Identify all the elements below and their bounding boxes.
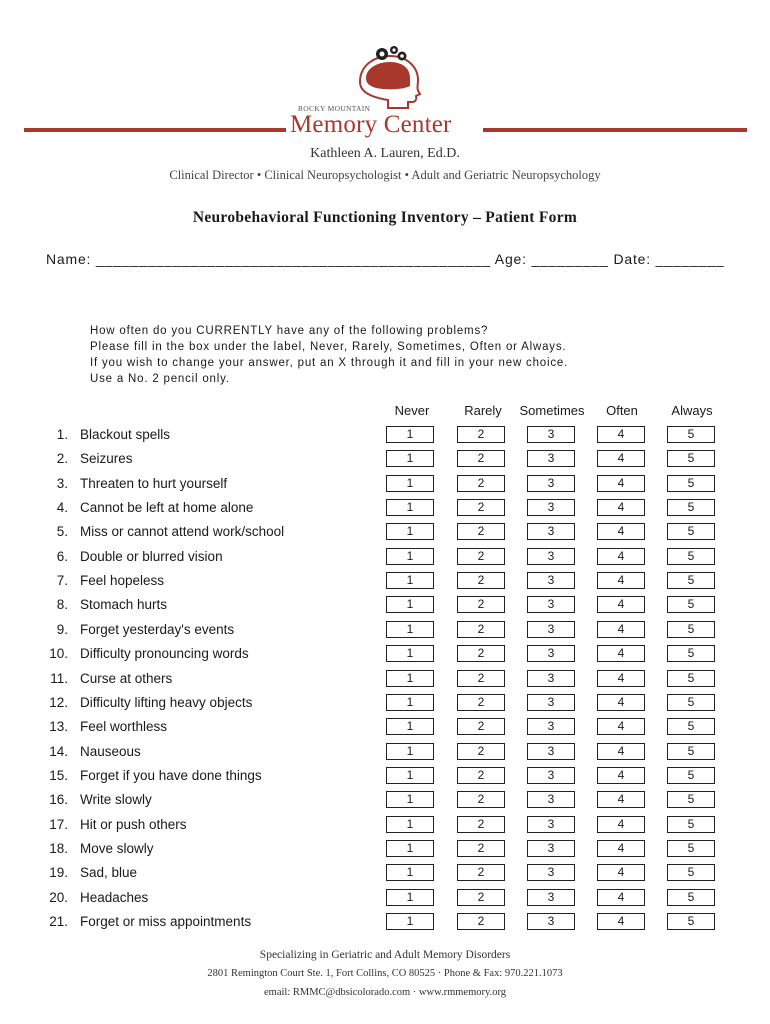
response-box-2[interactable]: 2 — [457, 913, 505, 930]
response-box-5[interactable]: 5 — [667, 548, 715, 565]
response-box-4[interactable]: 4 — [597, 816, 645, 833]
memory-center-logo — [290, 42, 480, 140]
scale-label-often: Often — [606, 403, 638, 418]
item-number: 11. — [50, 671, 68, 686]
scale-label-rarely: Rarely — [464, 403, 502, 418]
response-box-3[interactable]: 3 — [527, 499, 575, 516]
item-text: Nauseous — [80, 744, 141, 759]
response-box-4[interactable]: 4 — [597, 523, 645, 540]
item-number: 18. — [49, 841, 68, 856]
logo-small-text: ROCKY MOUNTAIN — [298, 104, 371, 113]
footer-tagline: Specializing in Geriatric and Adult Memory Disorders — [259, 949, 511, 961]
response-box-2[interactable]: 2 — [457, 596, 505, 613]
item-text: Difficulty pronouncing words — [80, 646, 249, 661]
instruction-line: How often do you CURRENTLY have any of the following problems? — [90, 325, 489, 337]
response-box-3[interactable]: 3 — [527, 718, 575, 735]
response-box-3[interactable]: 3 — [527, 426, 575, 443]
scale-label-always: Always — [671, 403, 713, 418]
item-text: Cannot be left at home alone — [80, 500, 254, 515]
response-box-4[interactable]: 4 — [597, 840, 645, 857]
response-box-4[interactable]: 4 — [597, 426, 645, 443]
header-rule-left — [24, 128, 286, 132]
response-box-2[interactable]: 2 — [457, 523, 505, 540]
response-box-2[interactable]: 2 — [457, 791, 505, 808]
item-number: 14. — [49, 744, 68, 759]
response-box-1[interactable]: 1 — [386, 694, 434, 711]
response-box-2[interactable]: 2 — [457, 743, 505, 760]
response-box-2[interactable]: 2 — [457, 499, 505, 516]
response-box-3[interactable]: 3 — [527, 548, 575, 565]
response-box-1[interactable]: 1 — [386, 718, 434, 735]
instruction-line: Please fill in the box under the label, Never, Rarely, Sometimes, Often or Always. — [90, 341, 567, 353]
response-box-2[interactable]: 2 — [457, 670, 505, 687]
response-box-3[interactable]: 3 — [527, 670, 575, 687]
response-box-1[interactable]: 1 — [386, 791, 434, 808]
response-box-5[interactable]: 5 — [667, 475, 715, 492]
response-box-5[interactable]: 5 — [667, 767, 715, 784]
response-box-4[interactable]: 4 — [597, 645, 645, 662]
response-box-3[interactable]: 3 — [527, 864, 575, 881]
item-text: Feel hopeless — [80, 573, 165, 588]
brain-gear-icon — [290, 42, 480, 112]
item-text: Forget if you have done things — [80, 768, 262, 783]
response-box-2[interactable]: 2 — [457, 548, 505, 565]
response-box-2[interactable]: 2 — [457, 621, 505, 638]
item-text: Forget yesterday's events — [80, 622, 235, 637]
response-box-2[interactable]: 2 — [457, 767, 505, 784]
response-box-5[interactable]: 5 — [667, 499, 715, 516]
response-box-1[interactable]: 1 — [386, 864, 434, 881]
item-text: Blackout spells — [80, 427, 171, 442]
response-box-1[interactable]: 1 — [386, 743, 434, 760]
item-text: Feel worthless — [80, 719, 168, 734]
response-box-1[interactable]: 1 — [386, 645, 434, 662]
response-box-2[interactable]: 2 — [457, 816, 505, 833]
response-box-2[interactable]: 2 — [457, 889, 505, 906]
response-box-2[interactable]: 2 — [457, 572, 505, 589]
response-box-2[interactable]: 2 — [457, 645, 505, 662]
header-rule-right — [483, 128, 747, 132]
response-box-3[interactable]: 3 — [527, 621, 575, 638]
response-box-5[interactable]: 5 — [667, 791, 715, 808]
response-box-4[interactable]: 4 — [597, 889, 645, 906]
response-box-4[interactable]: 4 — [597, 450, 645, 467]
response-box-3[interactable]: 3 — [527, 840, 575, 857]
response-box-3[interactable]: 3 — [527, 694, 575, 711]
response-box-5[interactable]: 5 — [667, 913, 715, 930]
response-box-4[interactable]: 4 — [597, 864, 645, 881]
response-box-1[interactable]: 1 — [386, 572, 434, 589]
response-box-3[interactable]: 3 — [527, 572, 575, 589]
response-box-5[interactable]: 5 — [667, 450, 715, 467]
response-box-3[interactable]: 3 — [527, 743, 575, 760]
response-box-1[interactable]: 1 — [386, 913, 434, 930]
item-number: 9. — [56, 622, 68, 637]
item-number: 1. — [56, 427, 68, 442]
item-number: 6. — [56, 549, 68, 564]
response-box-4[interactable]: 4 — [597, 572, 645, 589]
response-box-5[interactable]: 5 — [667, 621, 715, 638]
item-number: 2. — [56, 451, 68, 466]
item-number: 20. — [49, 890, 68, 905]
item-text: Forget or miss appointments — [80, 914, 252, 929]
instruction-line: If you wish to change your answer, put an X through it and fill in your new choice. — [90, 357, 569, 369]
response-box-2[interactable]: 2 — [457, 864, 505, 881]
response-box-1[interactable]: 1 — [386, 767, 434, 784]
director-name: Kathleen A. Lauren, Ed.D. — [310, 146, 460, 161]
response-box-4[interactable]: 4 — [597, 499, 645, 516]
response-box-2[interactable]: 2 — [457, 475, 505, 492]
footer-address: 2801 Remington Court Ste. 1, Fort Collins, CO 80525 · Phone & Fax: 970.221.1073 — [207, 968, 563, 979]
director-credentials: Clinical Director • Clinical Neuropsychologist • Adult and Geriatric Neuropsychology — [169, 168, 601, 182]
response-box-5[interactable]: 5 — [667, 523, 715, 540]
response-box-1[interactable]: 1 — [386, 475, 434, 492]
name-age-date-line[interactable]: Name: ______________________________________________ Age: _________ Date: ________ — [46, 251, 725, 267]
item-number: 13. — [49, 719, 68, 734]
response-box-4[interactable]: 4 — [597, 475, 645, 492]
item-number: 16. — [49, 792, 68, 807]
response-box-3[interactable]: 3 — [527, 523, 575, 540]
item-number: 8. — [56, 597, 68, 612]
instruction-line: Use a No. 2 pencil only. — [90, 373, 230, 385]
response-box-4[interactable]: 4 — [597, 718, 645, 735]
item-number: 3. — [56, 476, 68, 491]
response-box-1[interactable]: 1 — [386, 426, 434, 443]
response-box-3[interactable]: 3 — [527, 645, 575, 662]
response-box-3[interactable]: 3 — [527, 596, 575, 613]
response-box-5[interactable]: 5 — [667, 596, 715, 613]
response-box-3[interactable]: 3 — [527, 791, 575, 808]
item-text: Sad, blue — [80, 865, 138, 880]
response-box-1[interactable]: 1 — [386, 840, 434, 857]
footer-contact: email: RMMC@dbsicolorado.com · www.rmmemory.org — [264, 987, 506, 998]
item-number: 4. — [56, 500, 68, 515]
response-box-5[interactable]: 5 — [667, 889, 715, 906]
item-text: Miss or cannot attend work/school — [80, 524, 285, 539]
scale-label-sometimes: Sometimes — [519, 403, 585, 418]
item-number: 5. — [56, 524, 68, 539]
response-box-1[interactable]: 1 — [386, 450, 434, 467]
response-box-1[interactable]: 1 — [386, 621, 434, 638]
response-box-4[interactable]: 4 — [597, 767, 645, 784]
response-box-2[interactable]: 2 — [457, 694, 505, 711]
item-number: 12. — [49, 695, 68, 710]
item-number: 7. — [56, 573, 68, 588]
logo-main-text: Memory Center — [290, 111, 452, 138]
response-box-4[interactable]: 4 — [597, 694, 645, 711]
item-text: Hit or push others — [80, 817, 187, 832]
item-text: Seizures — [80, 451, 133, 466]
response-box-4[interactable]: 4 — [597, 791, 645, 808]
item-number: 10. — [49, 646, 68, 661]
response-box-3[interactable]: 3 — [527, 913, 575, 930]
item-text: Difficulty lifting heavy objects — [80, 695, 253, 710]
response-box-5[interactable]: 5 — [667, 718, 715, 735]
response-box-5[interactable]: 5 — [667, 670, 715, 687]
response-box-5[interactable]: 5 — [667, 743, 715, 760]
item-text: Curse at others — [80, 671, 173, 686]
item-text: Move slowly — [80, 841, 154, 856]
item-text: Write slowly — [80, 792, 152, 807]
response-box-4[interactable]: 4 — [597, 548, 645, 565]
item-text: Stomach hurts — [80, 597, 168, 612]
response-box-2[interactable]: 2 — [457, 718, 505, 735]
response-box-1[interactable]: 1 — [386, 816, 434, 833]
response-box-2[interactable]: 2 — [457, 450, 505, 467]
item-number: 19. — [49, 865, 68, 880]
response-box-1[interactable]: 1 — [386, 889, 434, 906]
instructions — [90, 323, 568, 387]
item-number: 15. — [49, 768, 68, 783]
response-box-5[interactable]: 5 — [667, 816, 715, 833]
response-box-5[interactable]: 5 — [667, 426, 715, 443]
response-box-1[interactable]: 1 — [386, 596, 434, 613]
response-box-1[interactable]: 1 — [386, 523, 434, 540]
item-text: Double or blurred vision — [80, 549, 223, 564]
form-title: Neurobehavioral Functioning Inventory – Patient Form — [192, 209, 578, 226]
response-box-3[interactable]: 3 — [527, 816, 575, 833]
response-box-3[interactable]: 3 — [527, 889, 575, 906]
response-box-5[interactable]: 5 — [667, 645, 715, 662]
item-number: 21. — [49, 914, 68, 929]
response-box-4[interactable]: 4 — [597, 621, 645, 638]
response-box-5[interactable]: 5 — [667, 572, 715, 589]
scale-label-never: Never — [394, 403, 430, 418]
response-box-4[interactable]: 4 — [597, 913, 645, 930]
response-box-1[interactable]: 1 — [386, 499, 434, 516]
response-box-3[interactable]: 3 — [527, 767, 575, 784]
response-box-5[interactable]: 5 — [667, 840, 715, 857]
response-box-4[interactable]: 4 — [597, 596, 645, 613]
response-box-2[interactable]: 2 — [457, 426, 505, 443]
response-box-5[interactable]: 5 — [667, 694, 715, 711]
response-box-5[interactable]: 5 — [667, 864, 715, 881]
response-box-2[interactable]: 2 — [457, 840, 505, 857]
response-box-3[interactable]: 3 — [527, 475, 575, 492]
response-box-4[interactable]: 4 — [597, 743, 645, 760]
item-number: 17. — [49, 817, 68, 832]
item-text: Headaches — [80, 890, 149, 905]
response-box-1[interactable]: 1 — [386, 548, 434, 565]
response-box-1[interactable]: 1 — [386, 670, 434, 687]
response-box-4[interactable]: 4 — [597, 670, 645, 687]
item-text: Threaten to hurt yourself — [80, 476, 228, 491]
response-box-3[interactable]: 3 — [527, 450, 575, 467]
